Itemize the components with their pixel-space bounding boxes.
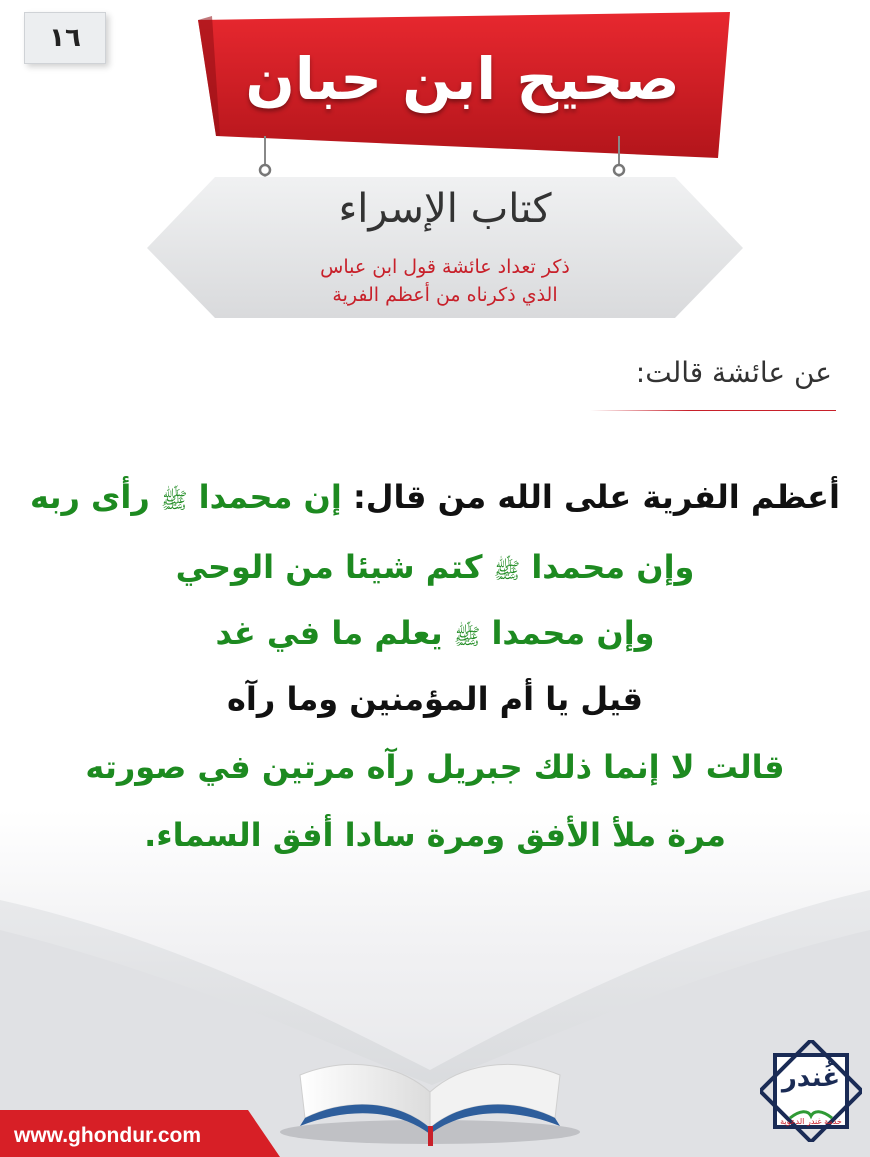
section-title: كتاب الإسراء <box>338 186 552 232</box>
section-subtitle-line1: ذكر تعداد عائشة قول ابن عباس <box>320 256 570 278</box>
hadith-line-5: قالت لا إنما ذلك جبريل رآه مرتين في صورته <box>85 748 785 786</box>
hadith-line-2-a: وإن محمدا <box>531 548 695 586</box>
pbuh-glyph: ﷺ <box>160 489 188 514</box>
hadith-line-3-b: يعلم ما في غد <box>215 614 443 652</box>
narrator-intro: عن عائشة قالت: <box>635 356 832 389</box>
banner-title: صحيح ابن حبان <box>245 45 680 113</box>
pbuh-glyph: ﷺ <box>493 559 521 584</box>
hadith-line-1-black: أعظم الفرية على الله من قال: <box>352 478 840 516</box>
hadith-line-2 <box>20 548 850 589</box>
logo-name: غُندر <box>781 1063 841 1093</box>
section-subtitle-line2: الذي ذكرناه من أعظم الفرية <box>332 284 558 306</box>
hadith-line-3 <box>20 614 850 655</box>
website-link[interactable]: www.ghondur.com <box>14 1124 202 1147</box>
hadith-line-2-b: كتم شيئا من الوحي <box>175 548 483 586</box>
hadith-line-4: قيل يا أم المؤمنين وما رآه <box>227 680 643 718</box>
hadith-line-6: مرة ملأ الأفق ومرة سادا أفق السماء. <box>144 816 726 854</box>
intro-divider <box>590 410 836 411</box>
logo-tagline: خدمة غندر الدعوية <box>780 1117 842 1126</box>
hadith-line-1-green-a: إن محمدا <box>198 478 342 516</box>
title-banner <box>190 8 735 188</box>
hadith-line-1-green-b: رأى ربه <box>30 478 150 516</box>
pbuh-glyph: ﷺ <box>453 625 481 650</box>
hadith-line-1 <box>20 478 850 519</box>
hadith-line-3-a: وإن محمدا <box>491 614 655 652</box>
page-number: ١٦ <box>24 12 106 64</box>
